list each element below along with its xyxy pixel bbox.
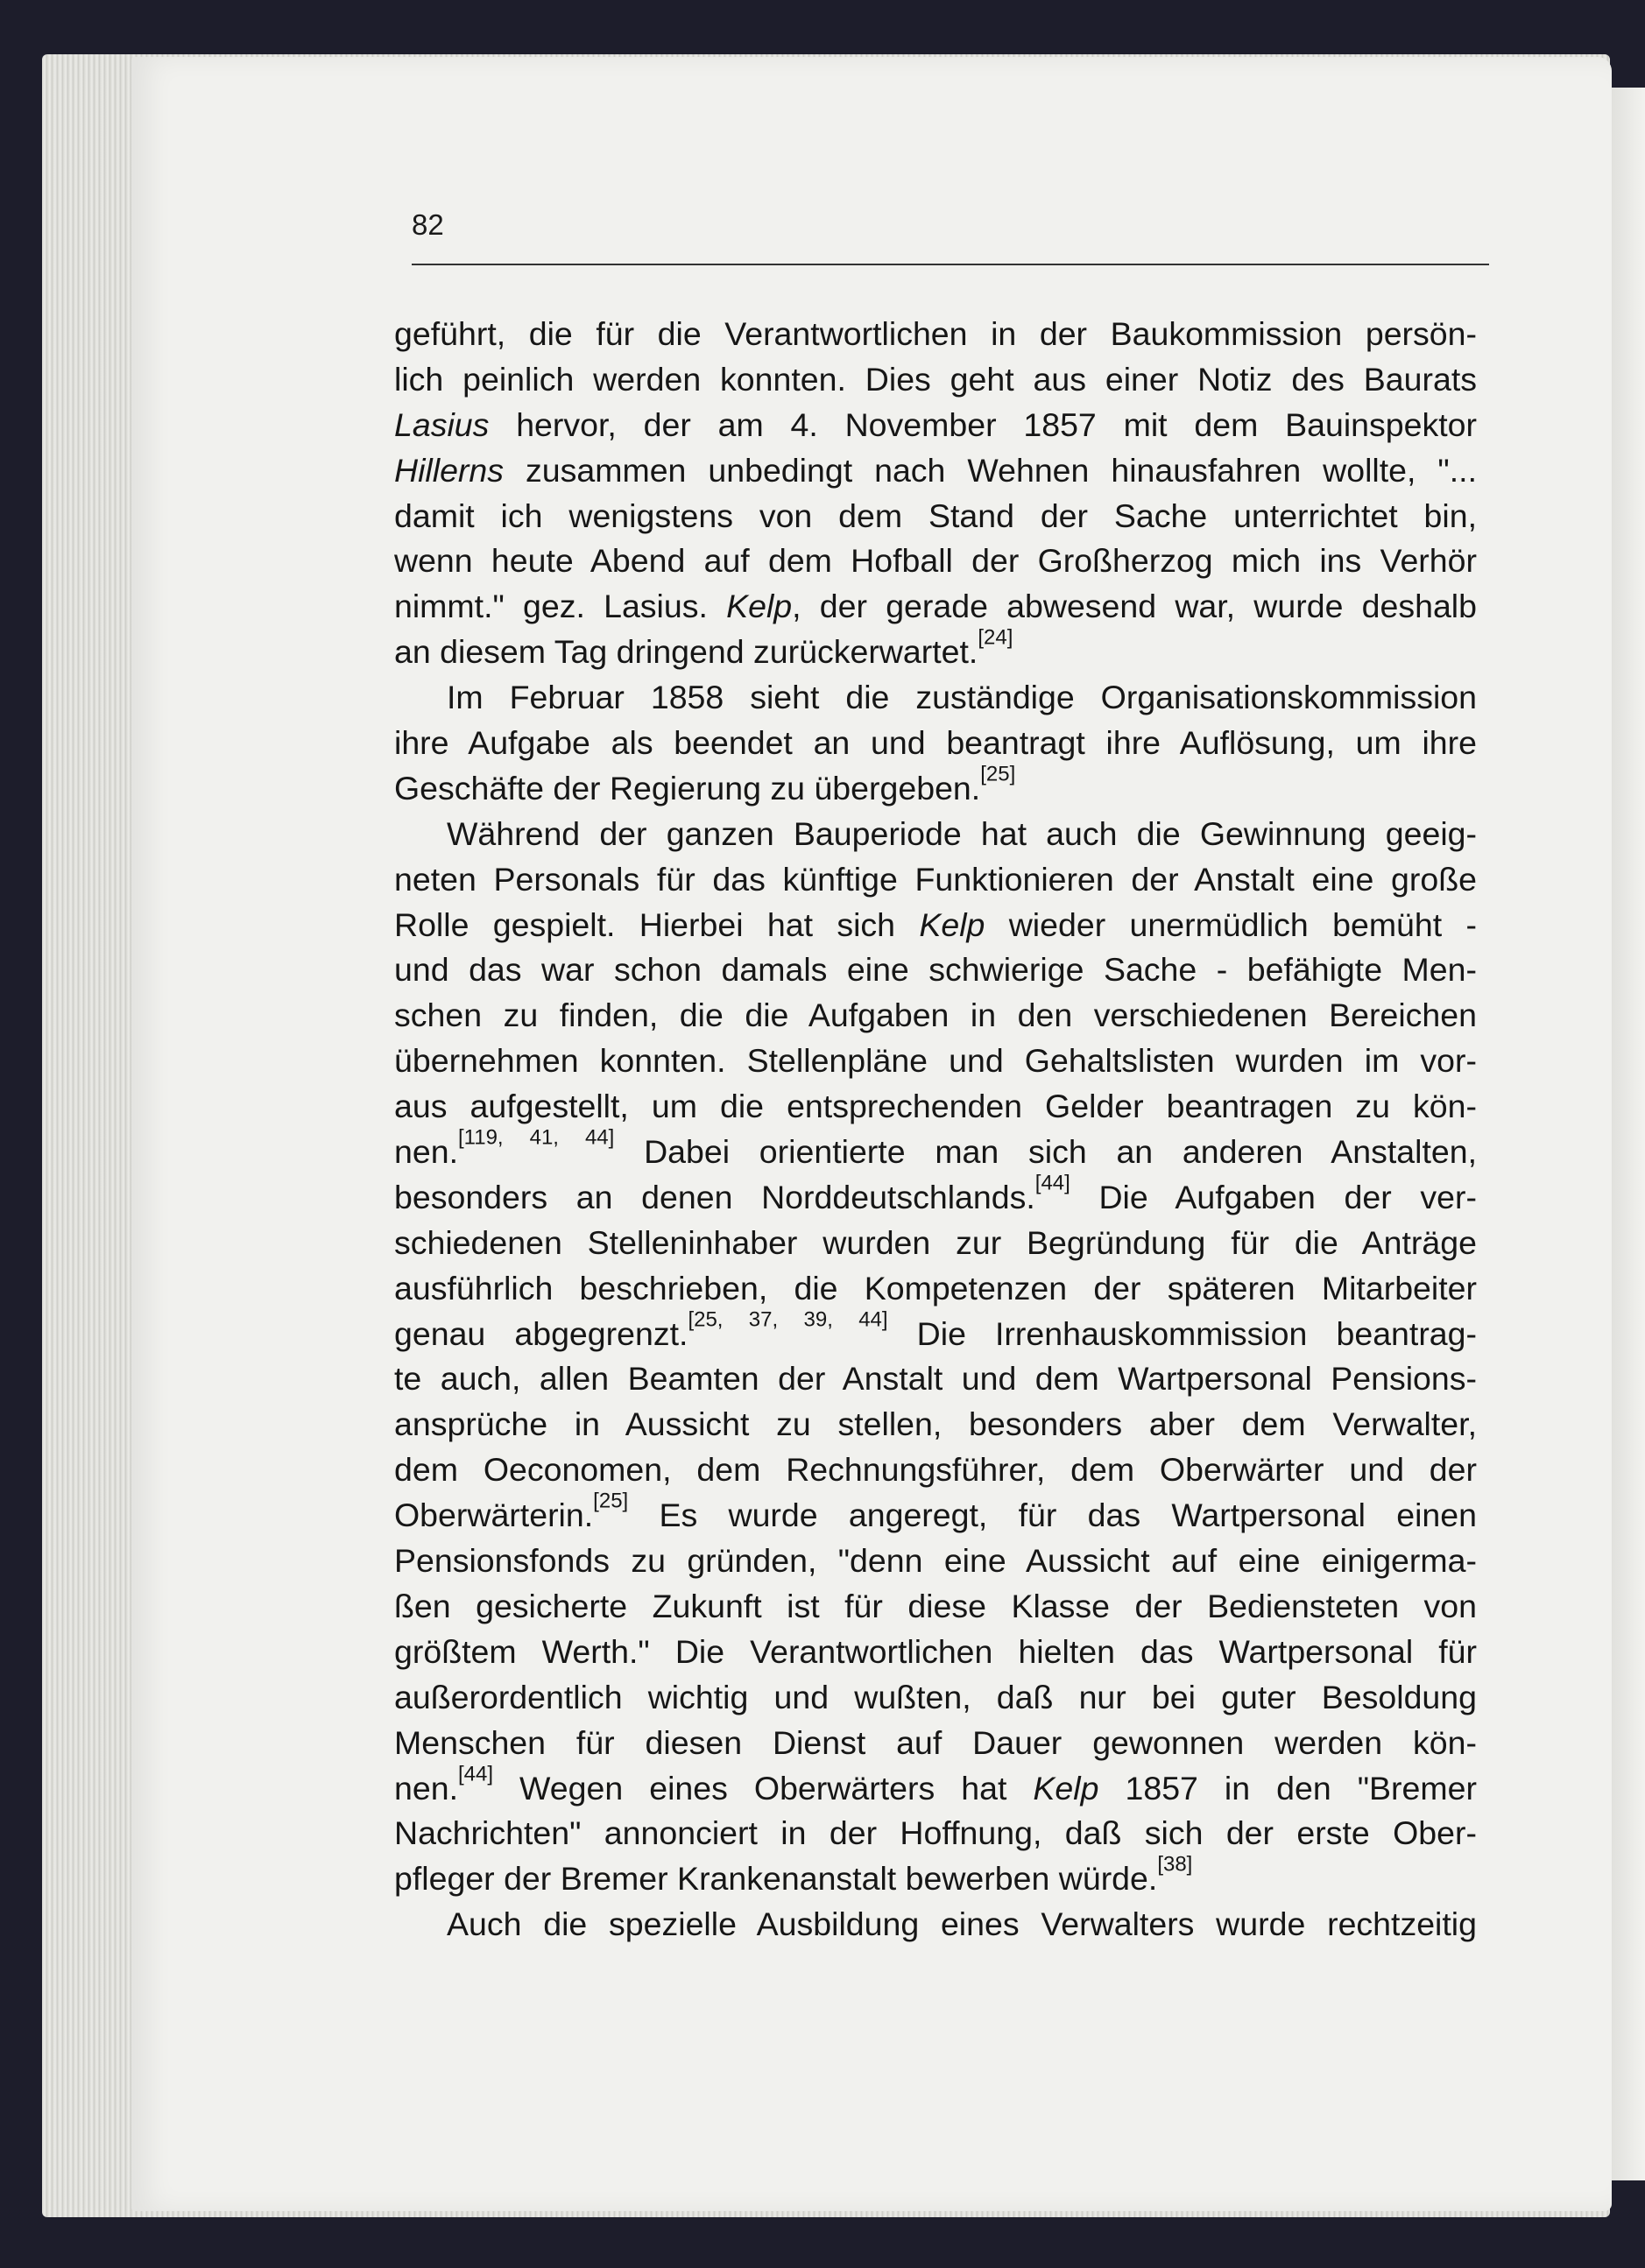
text-line	[394, 494, 1477, 539]
text-segment: größtem Werth." Die Verantwortlichen hielten das Wartpersonal für	[394, 1632, 1477, 1670]
text-segment: lich peinlich werden konnten. Dies geht aus einer Notiz des Baurats	[394, 360, 1477, 398]
text-segment: Wegen eines Oberwärters hat	[493, 1769, 1034, 1807]
text-line	[394, 721, 1477, 766]
italic-name: Hillerns	[394, 451, 505, 489]
citation-reference: [119, 41, 44]	[458, 1125, 615, 1150]
citation-reference: [44]	[1034, 1171, 1070, 1195]
text-line	[394, 539, 1477, 584]
text-segment: Auch die spezielle Ausbildung eines Verwalters wurde rechtzeitig	[447, 1905, 1477, 1943]
text-segment: Es wurde angeregt, für das Wartpersonal einen	[628, 1497, 1477, 1534]
citation-reference: [44]	[458, 1761, 494, 1786]
text-segment: ßen gesicherte Zukunft ist für diese Klasse der Bediensteten von	[394, 1587, 1477, 1624]
citation-reference: [25, 37, 39, 44]	[688, 1307, 888, 1331]
text-line	[394, 1221, 1477, 1266]
text-segment: hervor, der am 4. November 1857 mit dem Bauinspektor	[489, 405, 1477, 443]
text-segment: nen.	[394, 1133, 458, 1171]
text-line	[394, 1761, 1477, 1812]
text-line	[394, 1721, 1477, 1766]
text-line	[394, 1902, 1477, 1948]
page-header	[412, 206, 1489, 265]
text-segment: Während der ganzen Bauperiode hat auch die Gewinnung geeig-	[447, 814, 1477, 852]
text-line	[394, 1171, 1477, 1221]
text-segment: Rolle gespielt. Hierbei hat sich	[394, 905, 920, 943]
text-line	[394, 1356, 1477, 1402]
text-segment: Die Irrenhauskommission beantrag-	[887, 1314, 1478, 1352]
citation-reference: [25]	[593, 1489, 629, 1513]
text-line	[394, 1489, 1477, 1539]
text-segment: dem Oeconomen, dem Rechnungsführer, dem Oberwärter und der	[394, 1451, 1477, 1489]
text-segment: und das war schon damals eine schwierige Sache - befähigte Men-	[394, 951, 1477, 989]
citation-reference: [25]	[980, 762, 1016, 786]
text-segment: ansprüche in Aussicht zu stellen, besonders aber dem Verwalter,	[394, 1405, 1477, 1443]
text-segment: geführt, die für die Verantwortlichen in der Baukommission persön-	[394, 315, 1477, 352]
italic-name: Kelp	[726, 588, 793, 625]
text-line	[394, 812, 1477, 857]
text-line	[394, 1630, 1477, 1675]
italic-name: Kelp	[1033, 1769, 1099, 1807]
body-text	[394, 312, 1477, 1948]
text-line	[394, 675, 1477, 721]
text-segment: nimmt." gez. Lasius.	[394, 588, 727, 625]
text-line	[394, 625, 1477, 675]
text-segment: , der gerade abwesend war, wurde deshalb	[792, 588, 1477, 625]
text-line	[394, 1675, 1477, 1721]
text-line	[394, 403, 1477, 448]
text-segment: übernehmen konnten. Stellenpläne und Gehaltslisten wurden im vor-	[394, 1042, 1477, 1080]
text-segment: Menschen für diesen Dienst auf Dauer gewonnen werden kön-	[394, 1723, 1477, 1761]
text-segment: nen.	[394, 1769, 458, 1807]
text-segment: 1857 in den "Bremer	[1098, 1769, 1477, 1807]
text-line	[394, 947, 1477, 993]
text-segment: Oberwärterin.	[394, 1497, 594, 1534]
text-segment: Dabei orientierte man sich an anderen Anstalten,	[614, 1133, 1477, 1171]
text-line	[394, 1084, 1477, 1130]
text-segment: Die Aufgaben der ver-	[1070, 1178, 1477, 1215]
text-segment: ausführlich beschrieben, die Kompetenzen der späteren Mitarbeiter	[394, 1269, 1477, 1307]
text-segment: Im Februar 1858 sieht die zuständige Organisationskommission	[447, 679, 1477, 716]
citation-reference: [24]	[978, 625, 1013, 650]
text-line	[394, 584, 1477, 630]
text-segment: schen zu finden, die die Aufgaben in den verschiedenen Bereichen	[394, 997, 1477, 1034]
text-segment: te auch, allen Beamten der Anstalt und dem Wartpersonal Pensions-	[394, 1360, 1477, 1398]
text-line	[394, 857, 1477, 903]
text-line	[394, 448, 1477, 494]
text-segment: wenn heute Abend auf dem Hofball der Großherzog mich ins Verhör	[394, 542, 1477, 580]
text-segment: neten Personals für das künftige Funktionieren der Anstalt eine große	[394, 860, 1477, 898]
text-segment: besonders an denen Norddeutschlands.	[394, 1178, 1035, 1215]
text-line	[394, 1307, 1478, 1357]
text-segment: schiedenen Stelleninhaber wurden zur Begründung für die Anträge	[394, 1223, 1477, 1261]
page-number: 82	[412, 208, 444, 241]
text-segment: aus aufgestellt, um die entsprechenden Gelder beantragen zu kön-	[394, 1088, 1477, 1125]
text-segment: Geschäfte der Regierung zu übergeben.	[394, 769, 981, 806]
italic-name: Lasius	[394, 405, 490, 443]
text-segment: zusammen unbedingt nach Wehnen hinausfahren wollte, "...	[504, 451, 1477, 489]
text-line	[394, 312, 1477, 357]
text-line	[394, 1584, 1477, 1630]
text-segment: Pensionsfonds zu gründen, "denn eine Aussicht auf eine einigerma-	[394, 1542, 1477, 1580]
text-line	[394, 1852, 1477, 1902]
text-line	[394, 1039, 1477, 1084]
text-segment: damit ich wenigstens von dem Stand der Sache unterrichtet bin,	[394, 497, 1477, 534]
text-segment: ihre Aufgabe als beendet an und beantragt ihre Auflösung, um ihre	[394, 724, 1477, 762]
text-line	[394, 357, 1477, 403]
text-line	[394, 1266, 1477, 1312]
text-line	[394, 1447, 1477, 1493]
text-line	[394, 1125, 1477, 1175]
text-line	[394, 1539, 1477, 1584]
italic-name: Kelp	[919, 905, 985, 943]
text-line	[394, 993, 1477, 1039]
text-segment: wieder unermüdlich bemüht -	[985, 905, 1477, 943]
text-line	[394, 762, 1477, 812]
text-segment: pfleger der Bremer Krankenanstalt bewerben würde.	[394, 1860, 1158, 1898]
text-segment: Nachrichten" annonciert in der Hoffnung, daß sich der erste Ober-	[394, 1814, 1477, 1852]
text-line	[394, 903, 1477, 948]
text-segment: genau abgegrenzt.	[394, 1314, 688, 1352]
text-line	[394, 1402, 1477, 1447]
text-line	[394, 1811, 1477, 1856]
citation-reference: [38]	[1157, 1852, 1193, 1877]
text-segment: an diesem Tag dringend zurückerwartet.	[394, 633, 978, 671]
text-segment: außerordentlich wichtig und wußten, daß nur bei guter Besoldung	[394, 1678, 1477, 1715]
